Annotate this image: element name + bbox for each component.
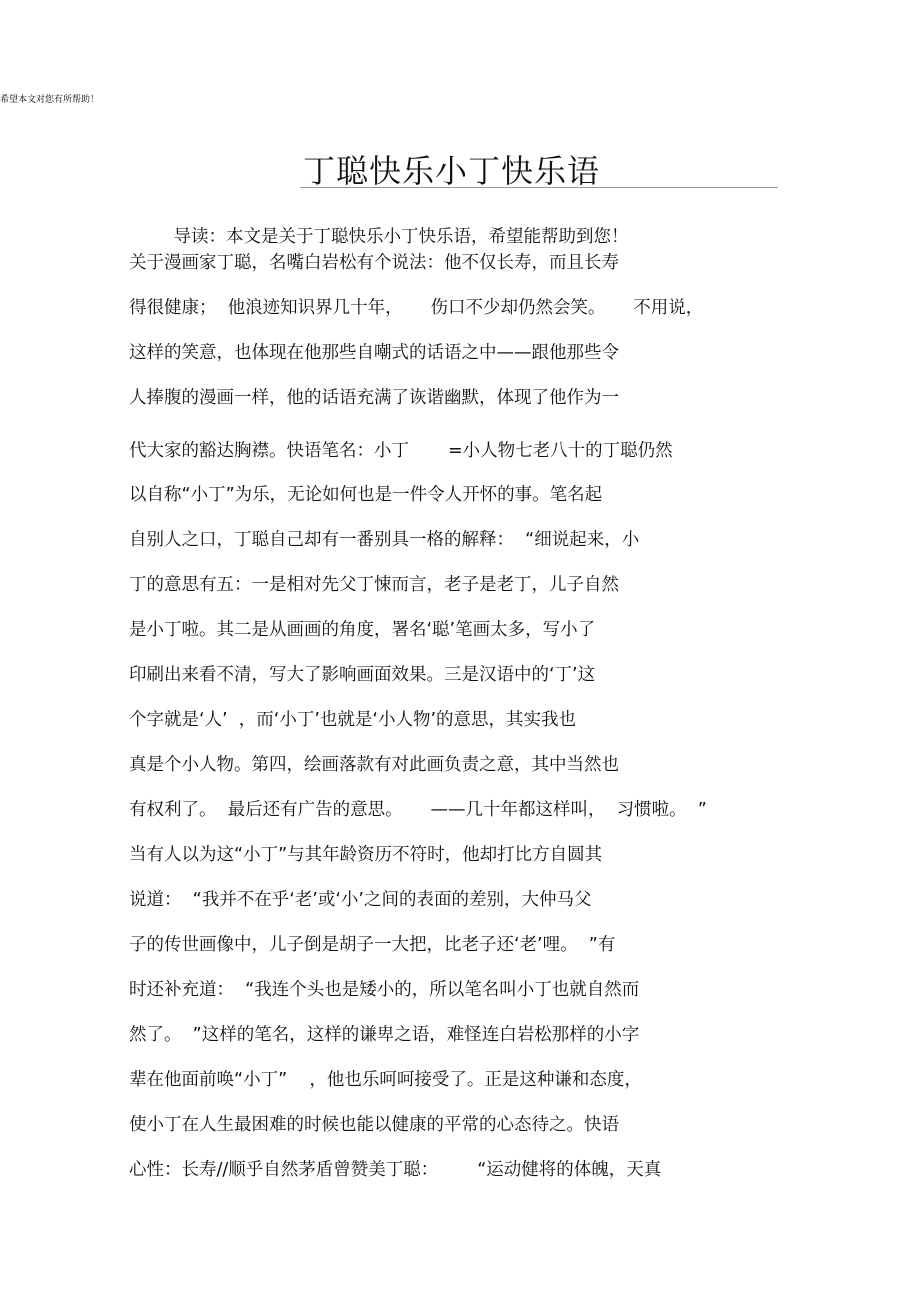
body-line: 个字就是‘人’ ，而‘小丁’也就是‘小人物’的意思，其实我也 [129, 710, 577, 730]
body-line: 丁的意思有五：一是相对先父丁悚而言，老子是老丁，儿子自然 [129, 575, 619, 595]
body-line: 当有人以为这“小丁”与其年龄资历不符时，他却打比方自圆其 [129, 845, 603, 865]
body-line: 印刷出来看不清，写大了影响画面效果。三是汉语中的‘丁’这 [129, 665, 596, 685]
body-line: 时还补充道： “我连个头也是矮小的，所以笔名叫小丁也就自然而 [129, 980, 640, 1000]
body-line: 是小丁啦。其二是从画画的角度，署名‘聪’笔画太多，写小了 [129, 620, 596, 640]
body-line: 自别人之口，丁聪自己却有一番别具一格的解释： “细说起来，小 [129, 530, 640, 550]
body-line: 导读：本文是关于丁聪快乐小丁快乐语，希望能帮助到您！ [129, 227, 629, 247]
header-note: 希望本文对您有所帮助！ [0, 95, 100, 105]
body-line: 这样的笑意，也体现在他那些自嘲式的话语之中——跟他那些令 [129, 343, 619, 363]
page-title: 丁聪快乐小丁快乐语 [303, 152, 601, 190]
body-line: 关于漫画家丁聪，名嘴白岩松有个说法：他不仅长寿，而且长寿 [129, 253, 619, 273]
body-line: 真是个小人物。第四，绘画落款有对此画负责之意，其中当然也 [129, 755, 619, 775]
body-line: 人捧腹的漫画一样，他的话语充满了诙谐幽默，体现了他作为一 [129, 388, 619, 408]
title-underline [300, 187, 778, 188]
body-line: 说道： “我并不在乎‘老’或‘小’之间的表面的差别，大仲马父 [129, 890, 592, 910]
body-line: 有权利了。 最后还有广告的意思。 ——几十年都这样叫， 习惯啦。 ” [129, 800, 707, 820]
body-line: 子的传世画像中，儿子倒是胡子一大把，比老子还‘老’哩。 ”有 [129, 935, 616, 955]
body-line: 心性：长寿//顺乎自然茅盾曾赞美丁聪： “运动健将的体魄，天真 [129, 1160, 662, 1180]
body-line: 然了。 ”这样的笔名，这样的谦卑之语，难怪连白岩松那样的小字 [129, 1025, 640, 1045]
body-line: 得很健康； 他浪迹知识界几十年， 伤口不少却仍然会笑。 不用说， [129, 298, 704, 318]
body-line: 以自称“小丁”为乐，无论如何也是一件令人开怀的事。笔名起 [129, 485, 603, 505]
body-line: 代大家的豁达胸襟。快语笔名：小丁 =小人物七老八十的丁聪仍然 [129, 441, 673, 461]
body-line: 使小丁在人生最困难的时候也能以健康的平常的心态待之。快语 [129, 1115, 619, 1135]
body-line: 辈在他面前唤“小丁” ，他也乐呵呵接受了。正是这种谦和态度， [129, 1070, 642, 1090]
